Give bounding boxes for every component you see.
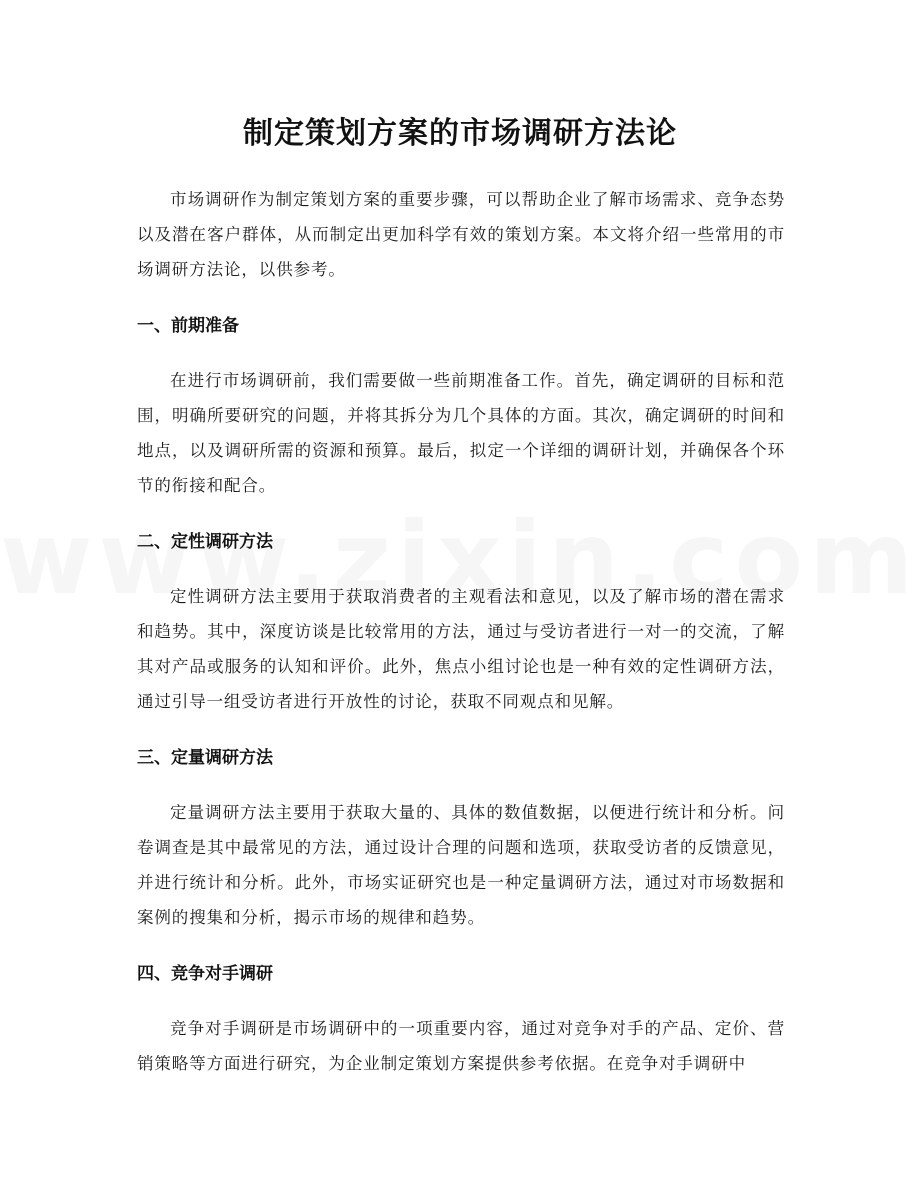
section-heading-competitor: 四、竞争对手调研 (137, 964, 273, 984)
document-title: 制定策划方案的市场调研方法论 (243, 116, 677, 151)
section-heading-quantitative: 三、定量调研方法 (137, 748, 273, 768)
section-heading-qualitative: 二、定性调研方法 (137, 532, 273, 552)
section-paragraph-competitor: 竞争对手调研是市场调研中的一项重要内容，通过对竞争对手的产品、定价、营销策略等方面进行研究，为企业制定策划方案提供参考依据。在竞争对手调研中 (137, 1019, 785, 1073)
section-paragraph-quantitative: 定量调研方法主要用于获取大量的、具体的数值数据，以便进行统计和分析。问卷调查是其中最常见的方法，通过设计合理的问题和选项，获取受访者的反馈意见，并进行统计和分析。此外，市场实证研究也是一种定量调研方法，通过对市场数据和案例的搜集和分析，揭示市场的规律和趋势。 (137, 803, 785, 927)
section-paragraph-prep: 在进行市场调研前，我们需要做一些前期准备工作。首先，确定调研的目标和范围，明确所要研究的问题，并将其拆分为几个具体的方面。其次，确定调研的时间和地点，以及调研所需的资源和预算。最后，拟定一个详细的调研计划，并确保各个环节的衔接和配合。 (137, 371, 785, 495)
intro-paragraph: 市场调研作为制定策划方案的重要步骤，可以帮助企业了解市场需求、竞争态势以及潜在客户群体，从而制定出更加科学有效的策划方案。本文将介绍一些常用的市场调研方法论，以供参考。 (137, 190, 785, 279)
section-heading-prep: 一、前期准备 (137, 316, 239, 336)
section-paragraph-qualitative: 定性调研方法主要用于获取消费者的主观看法和意见，以及了解市场的潜在需求和趋势。其中，深度访谈是比较常用的方法，通过与受访者进行一对一的交流，了解其对产品或服务的认知和评价。此外，焦点小组讨论也是一种有效的定性调研方法，通过引导一组受访者进行开放性的讨论，获取不同观点和见解。 (137, 587, 785, 711)
document-body (137, 182, 785, 1081)
